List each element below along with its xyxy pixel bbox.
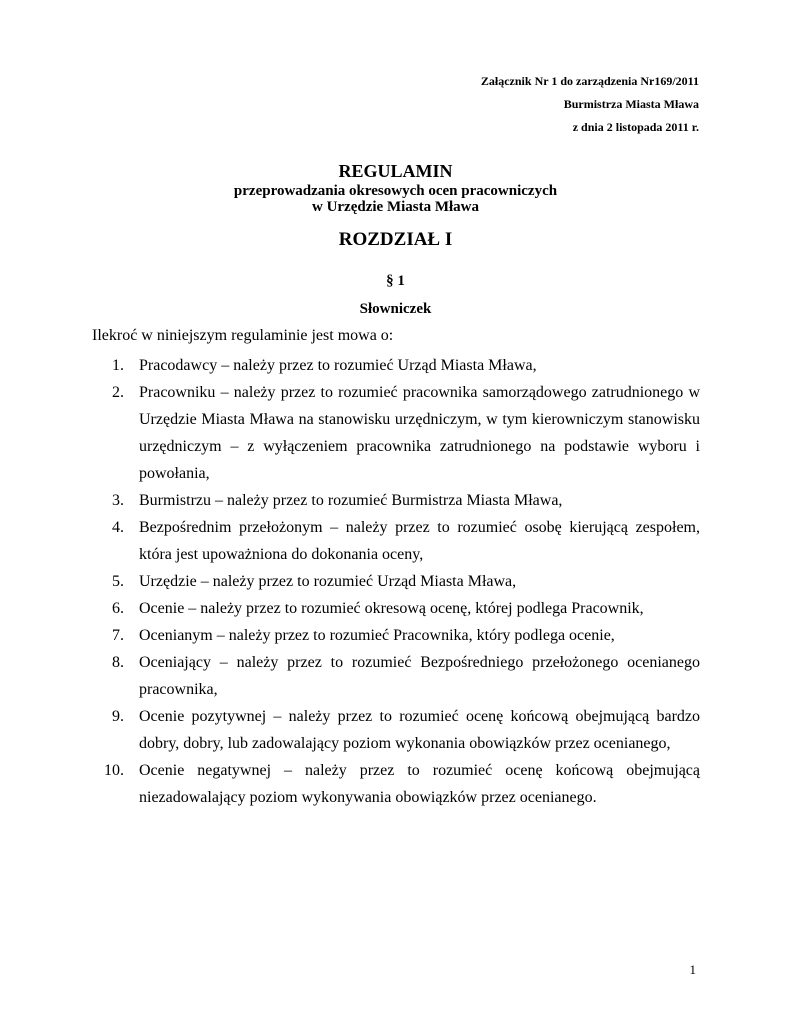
- intro-text: Ilekroć w niniejszym regulaminie jest mowa o:: [92, 327, 394, 344]
- list-item-text: Ocenie pozytywnej – należy przez to rozumieć ocenę końcową obejmującą bardzo dobry, dobry, lub zadowalający poziom wykonania obowiązków przez ocenianego,: [139, 708, 700, 752]
- header-line-2: Burmistrza Miasta Mława: [563, 97, 699, 111]
- header-line-1: Załącznik Nr 1 do zarządzenia Nr169/2011: [480, 74, 699, 88]
- list-item: [92, 649, 700, 703]
- list-item: [92, 352, 700, 379]
- list-item-text: Ocenie negatywnej – należy przez to rozumieć ocenę końcową obejmującą niezadowalający poziom wykonywania obowiązków przez ocenianego.: [139, 762, 700, 806]
- page-number: 1: [689, 962, 696, 977]
- list-item-number: 10.: [104, 762, 124, 779]
- list-item: [92, 568, 700, 595]
- list-item-number: 5.: [112, 573, 124, 590]
- list-item-text: Pracowniku – należy przez to rozumieć pracownika samorządowego zatrudnionego w Urzędzie Miasta Mława na stanowisku urzędniczym, w tym kierowniczym stanowisku urzędniczym – z wyłączeniem pracownika zatrudnionego na podstawie wyboru i powołania,: [139, 384, 700, 482]
- list-item-number: 2.: [112, 384, 124, 401]
- list-item: [92, 757, 700, 811]
- list-item-number: 4.: [112, 519, 124, 536]
- list-item-text: Ocenie – należy przez to rozumieć okresową ocenę, której podlega Pracownik,: [139, 600, 644, 617]
- list-item-number: 8.: [112, 654, 124, 671]
- document-subtitle-1: przeprowadzania okresowych ocen pracowniczych: [233, 183, 558, 199]
- chapter-heading: ROZDZIAŁ I: [338, 229, 453, 250]
- list-item-text: Pracodawcy – należy przez to rozumieć Urząd Miasta Mława,: [139, 357, 537, 374]
- list-item-text: Burmistrzu – należy przez to rozumieć Burmistrza Miasta Mława,: [139, 492, 563, 509]
- list-item: [92, 703, 700, 757]
- list-item-number: 6.: [112, 600, 124, 617]
- document-title: REGULAMIN: [338, 161, 453, 181]
- list-item-text: Oceniający – należy przez to rozumieć Bezpośredniego przełożonego ocenianego pracownika,: [139, 654, 700, 698]
- document-subtitle-2: w Urzędzie Miasta Mława: [311, 199, 480, 215]
- list-item-text: Ocenianym – należy przez to rozumieć Pracownika, który podlega ocenie,: [139, 627, 615, 644]
- list-item: [92, 487, 700, 514]
- list-item-number: 7.: [112, 627, 124, 644]
- list-item-number: 3.: [112, 492, 124, 509]
- section-heading: Słowniczek: [359, 301, 432, 317]
- definitions-list: [92, 352, 700, 811]
- list-item: [92, 595, 700, 622]
- section-number: § 1: [386, 273, 405, 289]
- list-item-number: 1.: [112, 357, 124, 374]
- list-item-number: 9.: [112, 708, 124, 725]
- list-item-text: Urzędzie – należy przez to rozumieć Urząd Miasta Mława,: [139, 573, 517, 590]
- list-item-text: Bezpośrednim przełożonym – należy przez to rozumieć osobę kierującą zespołem, która jest upoważniona do dokonania oceny,: [139, 519, 700, 563]
- header-line-3: z dnia 2 listopada 2011 r.: [572, 120, 699, 134]
- list-item: [92, 379, 700, 487]
- attachment-header: [481, 70, 699, 139]
- list-item: [92, 622, 700, 649]
- list-item: [92, 514, 700, 568]
